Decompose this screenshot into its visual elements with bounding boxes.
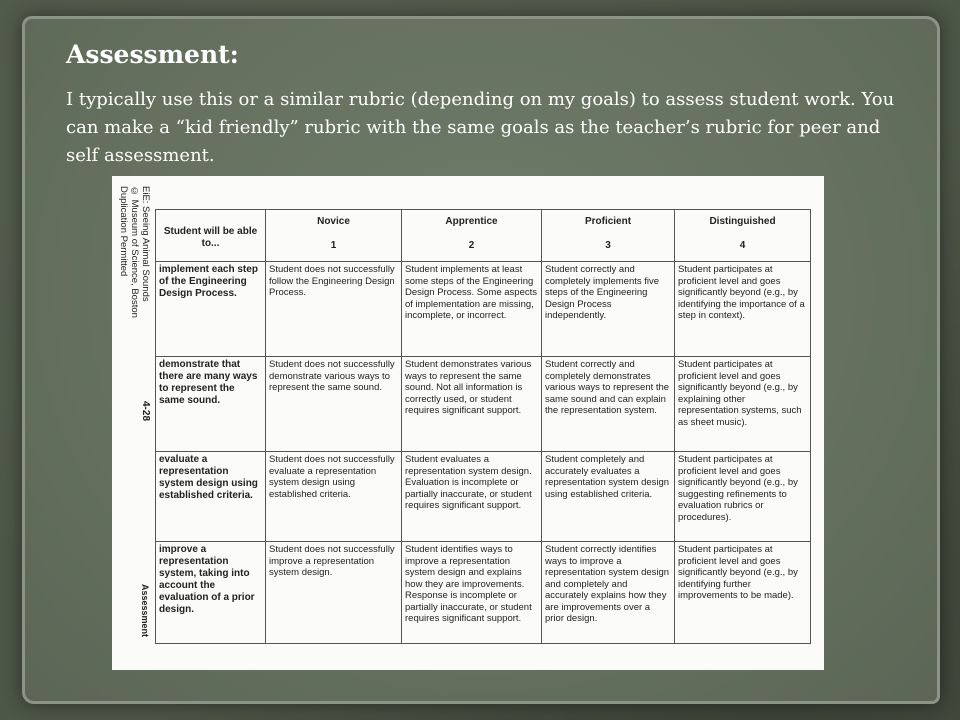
rubric-corner-header: Student will be able to... bbox=[156, 210, 266, 262]
rubric-cell: Student completely and accurately evaluates a representation system design using established criteria. bbox=[542, 452, 675, 542]
table-row bbox=[156, 452, 811, 542]
level-name: Distinguished bbox=[709, 216, 776, 227]
table-row bbox=[156, 542, 811, 644]
rubric-scan-image bbox=[112, 176, 824, 670]
rubric-goal-cell: demonstrate that there are many ways to represent the same sound. bbox=[156, 357, 266, 452]
level-number: 4 bbox=[739, 239, 746, 251]
level-header-distinguished bbox=[675, 210, 811, 262]
rubric-goal-cell: improve a representation system, taking into account the evaluation of a prior design. bbox=[156, 542, 266, 644]
level-header-apprentice bbox=[402, 210, 542, 262]
intro-paragraph: I typically use this or a similar rubric (depending on my goals) to assess student work. You can make a “kid friendly” rubric with the same goals as the teacher’s rubric for peer and self assessment. bbox=[66, 89, 895, 166]
rubric-cell: Student evaluates a representation system design. Evaluation is incomplete or partially inaccurate, or student requires significant support. bbox=[402, 452, 542, 542]
rubric-cell: Student implements at least some steps of the Engineering Design Process. Some aspects of implementation are missing, incomplete, or incorrect. bbox=[402, 262, 542, 357]
rubric-cell: Student participates at proficient level and goes significantly beyond (e.g., by explaining other representation systems, such as sheet music). bbox=[675, 357, 811, 452]
level-name: Proficient bbox=[584, 216, 632, 227]
rubric-cell: Student correctly identifies ways to improve a representation system design and completely and accurately explains how they are improvements over a prior design. bbox=[542, 542, 675, 644]
rubric-cell: Student participates at proficient level and goes significantly beyond (e.g., by identifying further improvements to be made). bbox=[675, 542, 811, 644]
rubric-section-label: Assessment bbox=[140, 584, 150, 638]
rubric-page-number: 4-28 bbox=[140, 401, 151, 422]
table-row bbox=[156, 262, 811, 357]
rubric-cell: Student demonstrates various ways to represent the same sound. Not all information is correctly used, or student requires significant support. bbox=[402, 357, 542, 452]
rubric-cell: Student participates at proficient level and goes significantly beyond (e.g., by suggesting refinements to evaluation rubrics or procedures). bbox=[675, 452, 811, 542]
level-number: 1 bbox=[330, 239, 337, 251]
level-number: 3 bbox=[605, 239, 611, 251]
rubric-credit-text: EiE: Seeing Animal Sounds © Museum of Science, Boston Duplication Permitted bbox=[118, 186, 151, 318]
rubric-cell: Student does not successfully demonstrate various ways to represent the same sound. bbox=[266, 357, 402, 452]
rubric-cell: Student does not successfully follow the Engineering Design Process. bbox=[266, 262, 402, 357]
slide-title: Assessment: bbox=[66, 40, 239, 69]
rubric-header-row bbox=[156, 210, 811, 262]
level-header-novice bbox=[266, 210, 402, 262]
level-name: Apprentice bbox=[445, 216, 498, 227]
rubric-cell: Student participates at proficient level and goes significantly beyond (e.g., by identifying the importance of a step in context). bbox=[675, 262, 811, 357]
level-header-proficient bbox=[542, 210, 675, 262]
rubric-cell: Student correctly and completely demonstrates various ways to represent the same sound and can explain the representation system. bbox=[542, 357, 675, 452]
rubric-cell: Student correctly and completely implements five steps of the Engineering Design Process independently. bbox=[542, 262, 675, 357]
table-row bbox=[156, 357, 811, 452]
level-number: 2 bbox=[468, 239, 475, 251]
rubric-table bbox=[155, 209, 811, 644]
rubric-cell: Student does not successfully evaluate a representation system design using established criteria. bbox=[266, 452, 402, 542]
level-name: Novice bbox=[317, 216, 350, 227]
rubric-side-margin bbox=[112, 176, 156, 670]
rubric-goal-cell: evaluate a representation system design using established criteria. bbox=[156, 452, 266, 542]
rubric-cell: Student does not successfully improve a representation system design. bbox=[266, 542, 402, 644]
rubric-goal-cell: implement each step of the Engineering Design Process. bbox=[156, 262, 266, 357]
rubric-cell: Student identifies ways to improve a representation system design and explains how they are improvements. Response is incomplete or partially inaccurate, or student requires significant support. bbox=[402, 542, 542, 644]
